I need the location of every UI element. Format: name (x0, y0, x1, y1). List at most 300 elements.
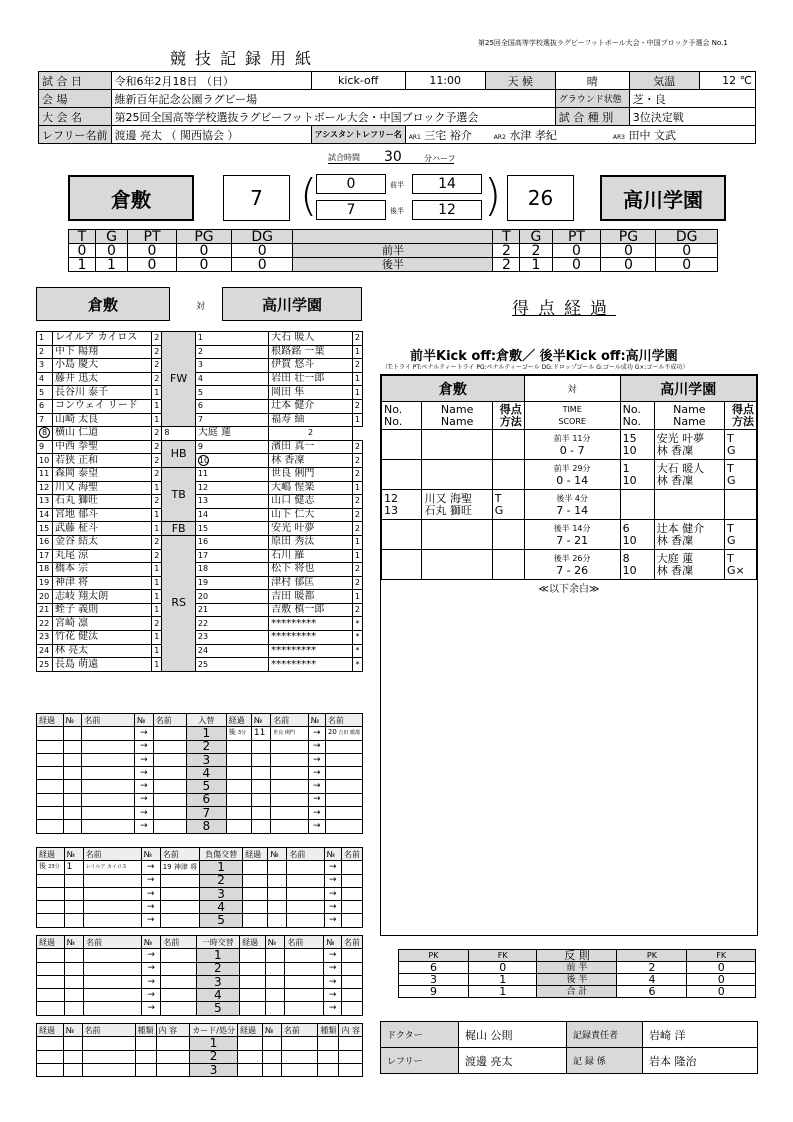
home-number: 10 (37, 454, 53, 468)
away-number: 13 (195, 495, 268, 509)
card-table (36, 1023, 363, 1077)
stat-cell: 0 (69, 244, 96, 258)
sub-row: 後 23分 1 レイルア カイロス → 19 神津 将 1 → (37, 861, 363, 874)
col-no: № (141, 848, 160, 861)
away-grade: 1 (352, 481, 362, 495)
doc-title: 競技記録用紙 (170, 49, 321, 68)
away-fk: 0 (687, 962, 756, 974)
right-bracket: ) (484, 170, 502, 221)
away-pk: 6 (617, 986, 687, 998)
col-kei: 経過 (240, 936, 266, 949)
home-number: 1 (37, 332, 53, 346)
away-grade: 2 (352, 603, 362, 617)
away-scorer-no: 10 (622, 443, 637, 457)
away-player: 伊賀 悠斗 (269, 359, 353, 373)
weather-label: 天 候 (485, 72, 555, 90)
col-pts (492, 402, 524, 430)
col-mid: 一時交替 (196, 936, 240, 949)
home-grade: 1 (152, 576, 162, 590)
sub-slot: 3 (186, 753, 226, 766)
stat-cell: 1 (69, 258, 96, 272)
away-player: 津村 郁匡 (269, 576, 353, 590)
home-number: 4 (37, 372, 53, 386)
position-fb: FB (162, 522, 196, 536)
home-player: 小島 慶大 (53, 359, 152, 373)
stat-cell: 1 (95, 258, 127, 272)
penalty-period: 後 半 (537, 974, 617, 986)
away-player: 吉田 暖都 (269, 590, 353, 604)
stat-cell: 0 (95, 244, 127, 258)
stat-cell: 0 (176, 258, 231, 272)
away-player: 吉敷 槙一郎 (269, 603, 353, 617)
h2-label: 後半 (390, 207, 404, 215)
home-grade: 2 (152, 617, 162, 631)
away-number: 23 (195, 631, 268, 645)
col-score-text: SCORE (558, 416, 586, 426)
col-pts-away (725, 402, 757, 430)
sub-row: → 4 → (37, 767, 363, 780)
penalty-table (398, 949, 756, 998)
stat-cell: 0 (232, 244, 293, 258)
away-player: 安光 叶夢 (269, 522, 353, 536)
away-scorer-no: 10 (622, 533, 637, 547)
away-grade: 1 (352, 549, 362, 563)
sub-slot: 2 (196, 962, 240, 975)
recorder-name: 岩崎 洋 (643, 1022, 758, 1048)
sub-row: → 3 → (37, 975, 363, 988)
home-number: 13 (37, 495, 53, 509)
col-no: № (63, 714, 82, 727)
away-player: ********* (269, 617, 353, 631)
ground-label: グラウンド状態 (555, 90, 629, 108)
col-name: 名前 (271, 714, 308, 727)
col-method-text: 方法 (499, 414, 522, 428)
sub-row: → 8 → (37, 820, 363, 833)
home-grade: 1 (152, 563, 162, 577)
home-scorer-name: 川又 海聖 (424, 491, 472, 505)
away-scorer-pts: T (727, 551, 734, 565)
sub-row: → 4 → (37, 901, 363, 914)
home-player: 橋本 宗 (53, 563, 152, 577)
away-number: 14 (195, 508, 268, 522)
away-grade: 1 (352, 535, 362, 549)
sub-row: → 5 → (37, 780, 363, 793)
col-no-text: No. (622, 414, 641, 428)
away-number: 25 (195, 658, 268, 672)
away-player: ********* (269, 644, 353, 658)
home-number: 22 (37, 617, 53, 631)
sub-slot: 3 (190, 1063, 238, 1076)
lineup-row (37, 522, 363, 536)
scoring-event (382, 520, 757, 550)
away-grade: * (352, 658, 362, 672)
col-content: 内 容 (156, 1024, 190, 1037)
col-mid: 入替 (186, 714, 226, 727)
away-player: 林 香凜 (269, 454, 353, 468)
away-player: 根路銘 一葉 (269, 345, 353, 359)
scoring-box (380, 374, 758, 936)
home-number: 5 (37, 386, 53, 400)
away-number: 10 (195, 454, 268, 468)
col-no: № (135, 714, 154, 727)
scoring-event (382, 550, 757, 580)
home-player: 竹花 健汰 (53, 631, 152, 645)
away-number: 18 (195, 563, 268, 577)
home-player: 森岡 泰望 (53, 467, 152, 481)
event-time: 後半 4分 (556, 494, 588, 503)
col-name: 名前 (342, 936, 363, 949)
scoring-event (382, 490, 757, 520)
home-player: 武藤 柾斗 (53, 522, 152, 536)
substitution-table (36, 713, 363, 834)
col-pts-text: 得点 (732, 402, 754, 416)
away-number: 2 (195, 345, 268, 359)
temporary-replacement-table (36, 935, 363, 1016)
col-no: № (265, 936, 285, 949)
away-grade: 2 (352, 495, 362, 509)
stat-cell: 2 (493, 258, 520, 272)
col-name (422, 402, 492, 430)
position-rs: RS (162, 535, 196, 671)
home-player: 横山 仁道 (53, 427, 152, 441)
lineup-row (37, 563, 363, 577)
col-name: 名前 (84, 936, 142, 949)
temp-value: 12 ℃ (699, 72, 755, 90)
recorder-label: 記録責任者 (567, 1022, 643, 1048)
injury-replacement-table (36, 847, 363, 928)
away-grade: 2 (352, 399, 362, 413)
stat-col: T (69, 230, 96, 244)
match-time-unit: 分ハーフ (424, 154, 456, 163)
lineup-row (37, 631, 363, 645)
away-h1-score: 14 (412, 174, 482, 194)
away-number: 8 (162, 427, 196, 441)
home-grade: 2 (152, 535, 162, 549)
scoring-event (382, 460, 757, 490)
home-scorer-pts: T (494, 491, 502, 505)
venue-value: 維新百年記念公園ラグビー場 (111, 90, 555, 108)
away-number: 1 (195, 332, 268, 346)
col-mid: カード/処分 (190, 1024, 238, 1037)
match-type-value: 3位決定戦 (629, 108, 755, 126)
scoring-table (381, 375, 757, 595)
away-scorer-no: 8 (622, 551, 630, 565)
lineup-row (37, 467, 363, 481)
stat-h1-label: 前半 (293, 244, 493, 258)
away-number: 6 (195, 399, 268, 413)
away-player: 山口 健志 (269, 495, 353, 509)
penalty-period: 前 半 (537, 962, 617, 974)
lineup-row (37, 603, 363, 617)
home-h1-score: 0 (316, 174, 386, 194)
home-pk: 9 (399, 986, 469, 998)
col-kind: 種類 (135, 1024, 156, 1037)
home-player: 山崎 太良 (53, 413, 152, 427)
away-fk: 0 (687, 974, 756, 986)
col-no: № (324, 936, 342, 949)
ar1-tag: AR1 (408, 133, 421, 141)
match-info-table (38, 71, 756, 144)
col-name-text: Name (673, 414, 706, 428)
away-grade: 2 (352, 522, 362, 536)
away-number: 21 (195, 603, 268, 617)
home-number: 7 (37, 413, 53, 427)
sub-row: → 2 → (37, 740, 363, 753)
col-name-text: Name (673, 402, 706, 416)
away-grade: 1 (352, 413, 362, 427)
doctor-name: 梶山 公則 (459, 1022, 567, 1048)
stat-cell: 0 (128, 244, 177, 258)
home-grade: 1 (152, 399, 162, 413)
away-number: 17 (195, 549, 268, 563)
sub-slot: 5 (200, 914, 243, 927)
home-number: 23 (37, 631, 53, 645)
sub-row: → 1 後 3分 11 世良 俐門 → 20 吉田 暖都 (37, 727, 363, 740)
away-scorer-pts: T (727, 461, 734, 475)
away-number: 16 (195, 535, 268, 549)
lineup-away-header: 高川学園 (222, 287, 362, 321)
col-name: 名前 (161, 936, 196, 949)
lineup-row (37, 617, 363, 631)
away-player: 大石 暖人 (269, 332, 353, 346)
col-kei: 経過 (37, 936, 65, 949)
col-no: № (64, 936, 84, 949)
stat-col: PG (601, 230, 656, 244)
away-scorer-no: 15 (622, 431, 637, 445)
col-name-away (654, 402, 724, 430)
home-number: 2 (37, 345, 53, 359)
lineup-row (37, 481, 363, 495)
home-player: 中西 拳聖 (53, 440, 152, 454)
away-scorer-name: 大庭 蓮 (656, 551, 694, 565)
home-grade: 1 (152, 590, 162, 604)
fk-hdr: FK (687, 950, 756, 962)
home-grade: 1 (152, 603, 162, 617)
away-scorer-name: 林 香凜 (656, 533, 694, 547)
col-no-away (620, 402, 654, 430)
col-time (524, 402, 620, 430)
home-player: 川又 海聖 (53, 481, 152, 495)
col-name: 名前 (342, 848, 363, 861)
lineup-row (37, 440, 363, 454)
away-scorer-pts: G (727, 443, 736, 457)
h1-label: 前半 (390, 181, 404, 189)
stats-table (68, 229, 718, 272)
sub-slot: 4 (200, 901, 243, 914)
away-grade: 2 (352, 563, 362, 577)
away-grade: 2 (352, 454, 362, 468)
col-kei: 経過 (226, 714, 251, 727)
home-number: 16 (37, 535, 53, 549)
lineup-row (37, 345, 363, 359)
away-pk: 4 (617, 974, 687, 986)
event-time: 前半 11分 (553, 434, 591, 443)
away-grade: * (352, 617, 362, 631)
penalty-label: 反 則 (537, 950, 617, 962)
sub-slot: 8 (186, 820, 226, 833)
weather-value: 晴 (555, 72, 629, 90)
lineup-row (37, 644, 363, 658)
col-kei: 経過 (37, 714, 64, 727)
doctor-label: ドクター (381, 1022, 459, 1048)
time-underline (328, 163, 454, 164)
home-fk: 0 (468, 962, 537, 974)
lineup-row (37, 658, 363, 672)
sub-slot: 3 (196, 975, 240, 988)
sub-row: → 3 → (37, 887, 363, 900)
kickoff-label: kick-off (311, 72, 405, 90)
away-number: 7 (195, 413, 268, 427)
lineup-row (37, 549, 363, 563)
stat-cell: 0 (656, 258, 718, 272)
position-fw: FW (162, 332, 196, 427)
away-scorer-pts: T (727, 521, 734, 535)
away-scorer-pts: G (727, 473, 736, 487)
stat-col: DG (232, 230, 293, 244)
away-fk: 0 (687, 986, 756, 998)
event-score: 7 - 14 (556, 504, 589, 517)
home-pk: 3 (399, 974, 469, 986)
away-player: 岩田 壮一郎 (269, 372, 353, 386)
lineup-row (37, 386, 363, 400)
staff-referee-name: 渡邊 亮太 (459, 1048, 567, 1074)
lineup-row (37, 413, 363, 427)
match-time-label: 試合時間 (328, 153, 360, 162)
away-player: 福寿 紬 (269, 413, 353, 427)
lineup-row (37, 495, 363, 509)
away-grade: 2 (352, 440, 362, 454)
col-name-text: Name (440, 414, 474, 428)
home-grade: 2 (152, 372, 162, 386)
away-player: 山下 仁大 (269, 508, 353, 522)
home-number: 14 (37, 508, 53, 522)
home-player: 金谷 結太 (53, 535, 152, 549)
penalty-row (399, 974, 756, 986)
lineup-table (36, 331, 363, 672)
home-grade: 2 (152, 345, 162, 359)
home-number: 3 (37, 359, 53, 373)
left-bracket: ( (300, 170, 318, 221)
scoring-vs: 対 (524, 376, 620, 402)
col-name: 名前 (82, 1024, 135, 1037)
away-player: 辻本 健介 (269, 399, 353, 413)
col-time-text: TIME (562, 404, 582, 414)
home-number: 25 (37, 658, 53, 672)
away-player: 世良 俐門 (269, 467, 353, 481)
sub-row: → 5 → (37, 914, 363, 927)
lineup-row (37, 399, 363, 413)
penalty-row (399, 986, 756, 998)
sub-row: → 1 → (37, 949, 363, 962)
col-no: № (251, 714, 270, 727)
col-no-text: No. (384, 414, 403, 428)
away-player: 岡田 隼 (269, 386, 353, 400)
ar-label: アシスタントレフリー名 (311, 126, 405, 144)
home-player: 宮地 郁斗 (53, 508, 152, 522)
stat-cell: 0 (601, 244, 656, 258)
col-name: 名前 (285, 936, 324, 949)
lineup-home-header: 倉敷 (36, 287, 170, 321)
home-pk: 6 (399, 962, 469, 974)
col-no-text: No. (384, 402, 403, 416)
away-scorer-name: 安光 叶夢 (656, 431, 705, 445)
away-h2-score: 12 (412, 200, 482, 220)
home-player: 志岐 翔太朗 (53, 590, 152, 604)
event-time: 前半 29分 (553, 464, 591, 473)
sub-slot: 2 (186, 740, 226, 753)
scoring-away: 高川学園 (620, 376, 756, 402)
away-scorer-pts: G× (727, 563, 745, 577)
col-name: 名前 (83, 848, 141, 861)
home-number: 17 (37, 549, 53, 563)
away-scorer-pts: T (727, 431, 734, 445)
away-number: 3 (195, 359, 268, 373)
event-time: 後半 26分 (553, 554, 591, 563)
kickoff-line: 前半Kick off:倉敷／ 後半Kick off:高川学園 (410, 349, 678, 364)
away-scorer-no: 6 (622, 521, 630, 535)
col-no: № (324, 848, 341, 861)
home-player: 林 亮太 (53, 644, 152, 658)
home-grade: 2 (152, 495, 162, 509)
away-player: 石川 羅 (269, 549, 353, 563)
home-player: コンウェイ リード (53, 399, 152, 413)
away-grade: 2 (269, 427, 353, 441)
stat-col: G (95, 230, 127, 244)
stat-col: T (493, 230, 520, 244)
sub-slot: 5 (196, 1002, 240, 1015)
scoring-event (382, 430, 757, 460)
clerk-label: 記 録 係 (567, 1048, 643, 1074)
stat-cell: 0 (601, 258, 656, 272)
scoring-legend: （T:トライ PT:ペナルティートライ PG:ペナルティーゴール DG:ドロップゴール G:ゴール成功 G×:ゴール不成功） (382, 364, 689, 371)
home-number: 9 (37, 440, 53, 454)
sub-slot: 1 (200, 861, 243, 874)
home-team-box: 倉敷 (68, 175, 194, 221)
home-grade: 1 (152, 508, 162, 522)
home-player: レイルア カイロス (53, 332, 152, 346)
col-name: 名前 (281, 1024, 318, 1037)
away-grade: 2 (352, 508, 362, 522)
away-grade: 1 (352, 590, 362, 604)
stat-col: DG (656, 230, 718, 244)
stat-cell: 0 (552, 258, 601, 272)
penalty-row (399, 962, 756, 974)
col-kei: 経過 (37, 848, 65, 861)
col-no: № (308, 714, 325, 727)
col-name: 名前 (287, 848, 324, 861)
home-player: 蛭子 義則 (53, 603, 152, 617)
home-number: 19 (37, 576, 53, 590)
col-name: 名前 (325, 714, 362, 727)
home-number: 11 (37, 467, 53, 481)
stat-cell: 0 (176, 244, 231, 258)
col-no: № (263, 1024, 282, 1037)
sub-slot: 2 (200, 874, 243, 887)
away-scorer-pts: G (727, 533, 736, 547)
home-player: 丸尾 涼 (53, 549, 152, 563)
away-number: 4 (195, 372, 268, 386)
lineup-vs: 対 (196, 302, 206, 312)
col-no-text: No. (622, 402, 641, 416)
away-player: ********* (269, 658, 353, 672)
away-player: 大庭 蓮 (195, 427, 268, 441)
home-grade: 2 (152, 440, 162, 454)
lineup-row (37, 590, 363, 604)
date-label: 試 合 日 (39, 72, 112, 90)
scoring-remainder: ≪以下余白≫ (538, 584, 600, 595)
stat-cell: 2 (520, 244, 552, 258)
sub-slot: 5 (186, 780, 226, 793)
